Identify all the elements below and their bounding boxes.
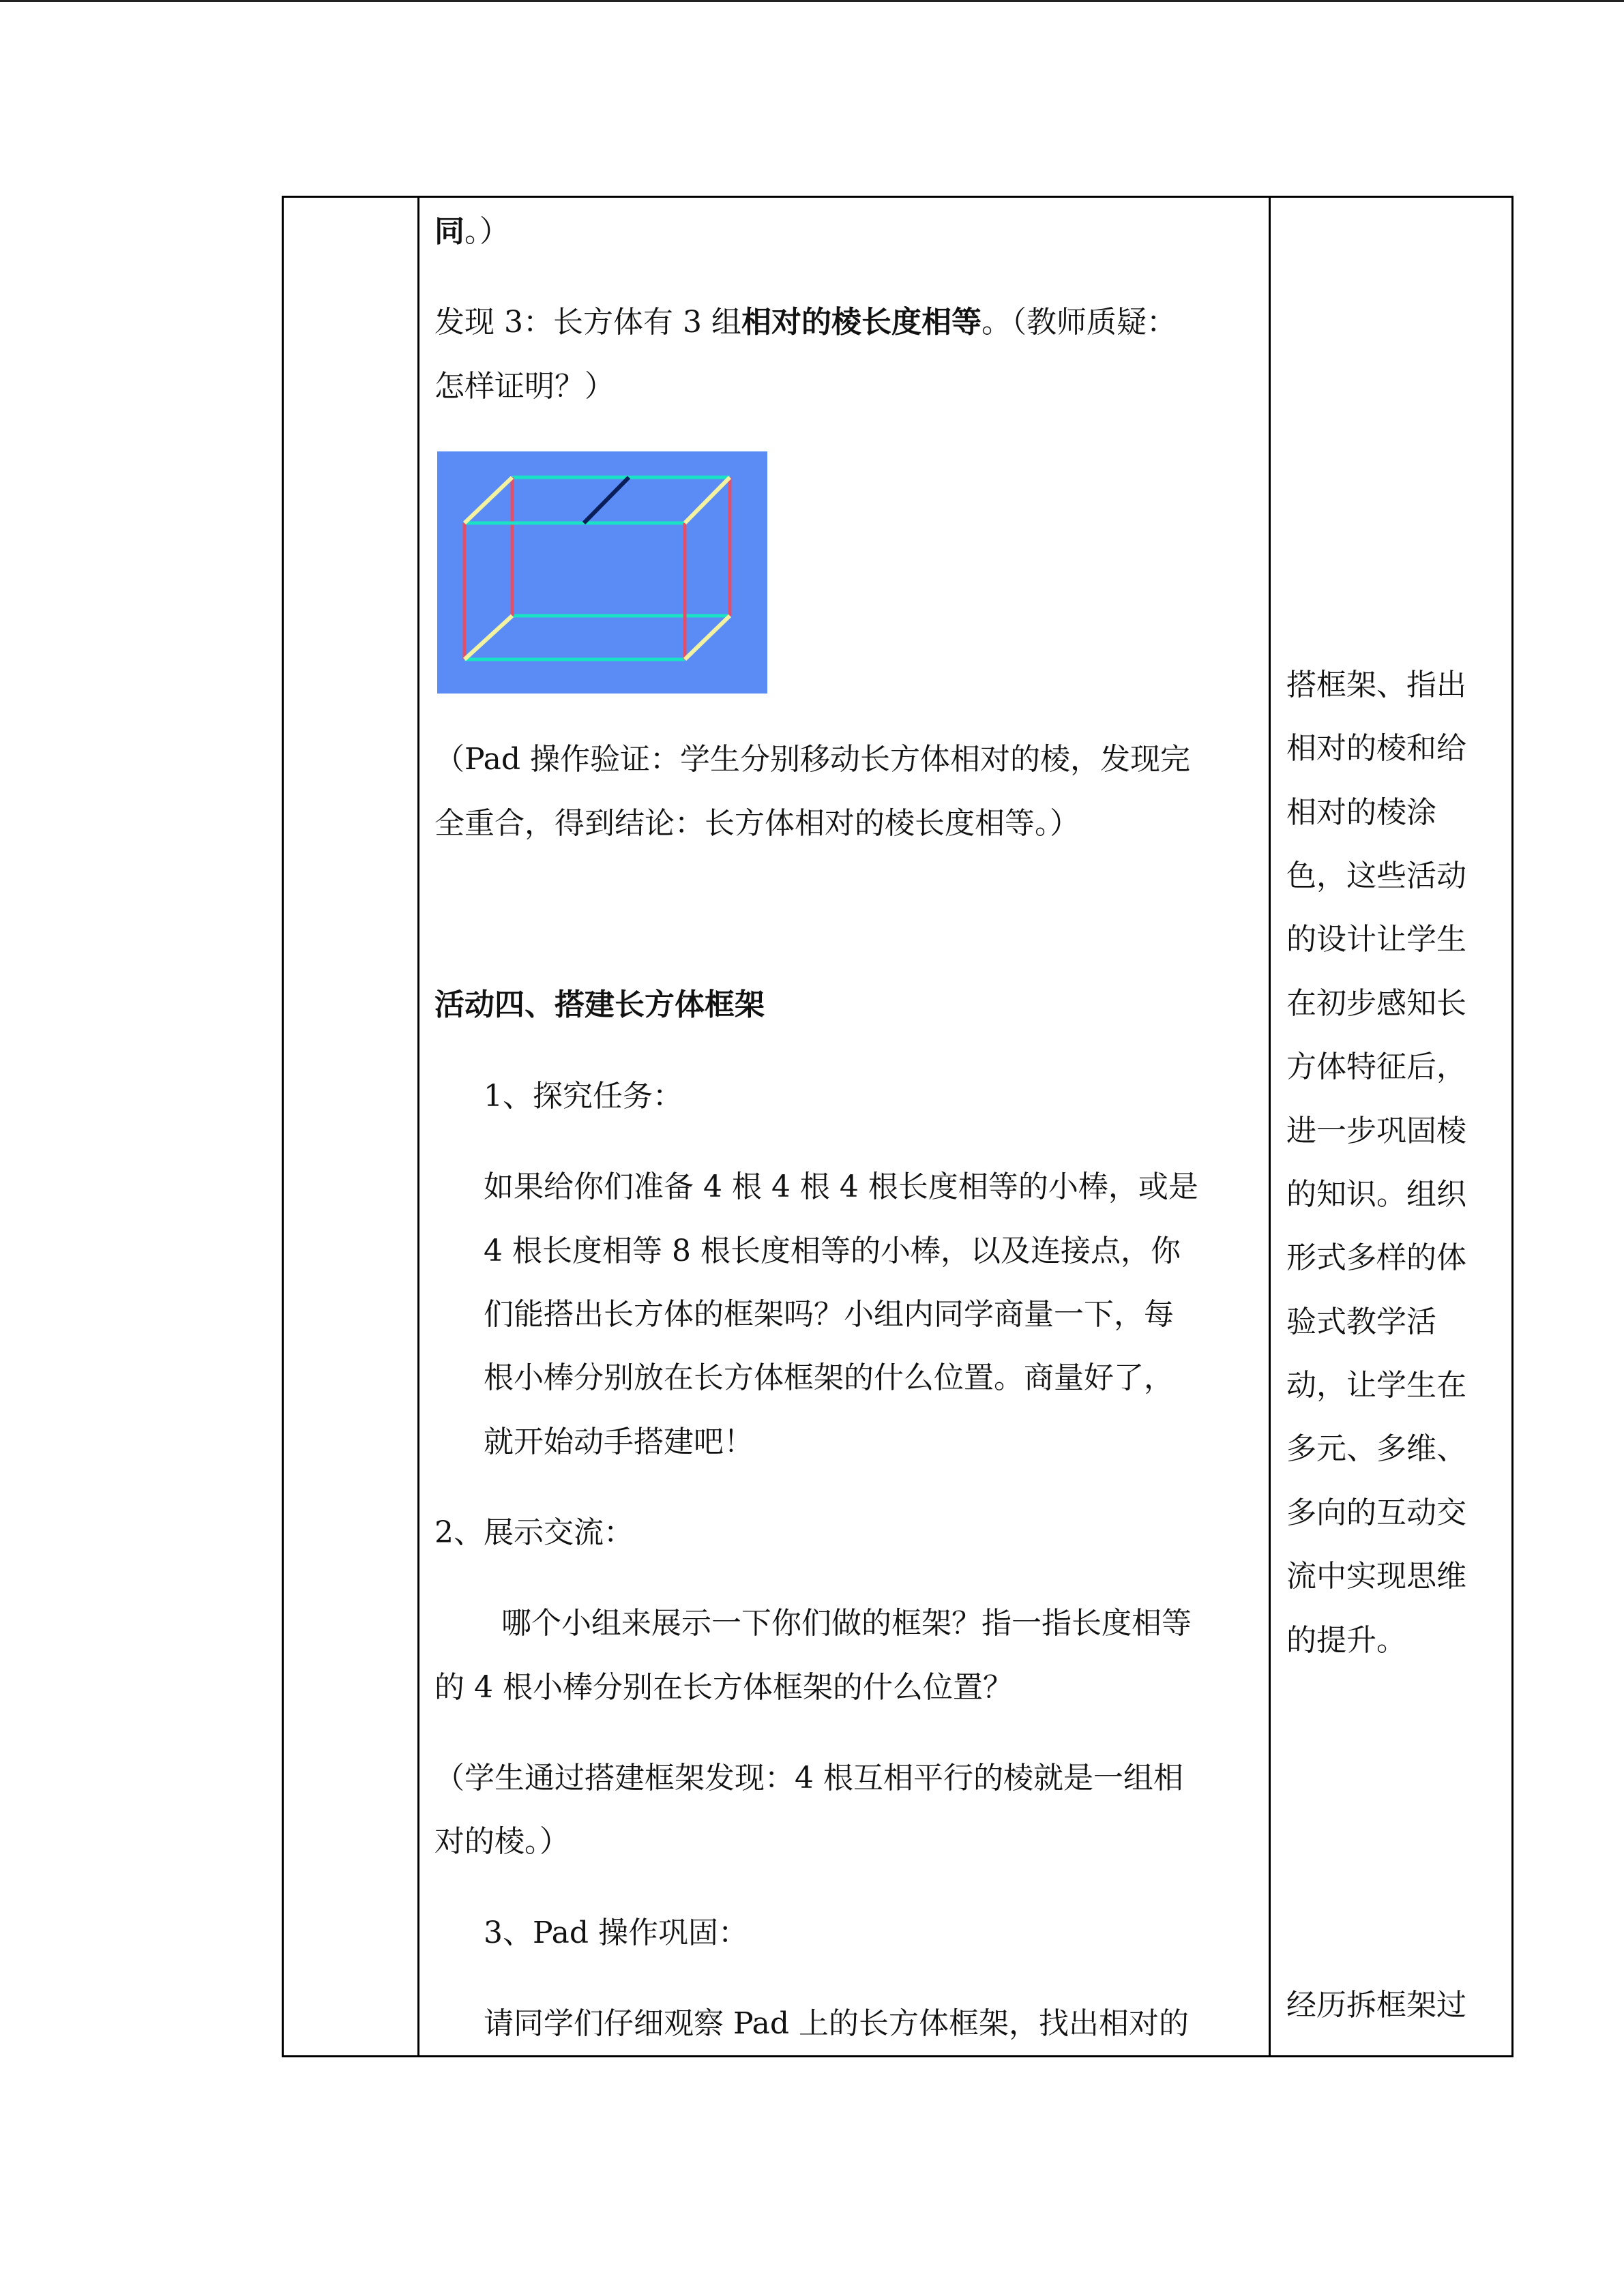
cuboid-frame-figure <box>437 451 767 694</box>
discover-line-2: 对的棱。） <box>434 1824 570 1859</box>
remark-line-7: 方体特征后， <box>1286 1049 1466 1084</box>
remark-line-6: 在初步感知长 <box>1286 986 1466 1021</box>
table-divider-1 <box>417 196 419 2057</box>
remark-line-14: 多向的互动交 <box>1286 1495 1466 1530</box>
remark-line-16: 的提升。 <box>1286 1623 1406 1658</box>
pad-verify-line-2: 全重合，得到结论：长方体相对的棱长度相等。） <box>434 806 1080 841</box>
table-divider-2 <box>1269 196 1271 2057</box>
show-line-2: 的 4 根小棒分别在长方体框架的什么位置？ <box>434 1670 1013 1705</box>
remark-line-3: 相对的棱涂 <box>1286 795 1436 830</box>
task-line-1: 如果给你们准备 4 根 4 根 4 根长度相等的小棒，或是 <box>484 1169 1198 1204</box>
continued-rest-text: 。） <box>464 214 510 249</box>
show-line-1: 哪个小组来展示一下你们做的框架？指一指长度相等 <box>501 1606 1192 1641</box>
remark-line-4: 色，这些活动 <box>1286 859 1466 893</box>
remark-line-13: 多元、多维、 <box>1286 1431 1466 1466</box>
task-line-5: 就开始动手搭建吧！ <box>484 1425 754 1459</box>
continued-bold-text: 同 <box>434 214 464 249</box>
discovery-3-line-1 <box>434 302 1177 343</box>
remark-line-11: 验式教学活 <box>1286 1304 1436 1339</box>
continued-sentence <box>434 211 510 252</box>
discovery-3-prefix: 发现 3：长方体有 3 组 <box>434 305 741 340</box>
task-line-3: 们能搭出长方体的框架吗？小组内同学商量一下，每 <box>484 1297 1174 1332</box>
task-heading: 1、探究任务： <box>484 1079 683 1114</box>
table-border-top <box>282 196 1514 198</box>
discovery-3-emphasis: 相对的棱长度相等 <box>741 305 981 340</box>
table-border-bottom <box>282 2055 1514 2057</box>
activity-4-heading: 活动四、搭建长方体框架 <box>434 987 765 1022</box>
remark-line-1: 搭框架、指出 <box>1286 668 1466 702</box>
task-line-4: 根小棒分别放在长方体框架的什么位置。商量好了， <box>484 1360 1174 1395</box>
consolidate-heading: 3、Pad 操作巩固： <box>484 1915 749 1950</box>
discovery-3-line-2: 怎样证明？） <box>434 369 615 404</box>
remark-line-9: 的知识。组织 <box>1286 1177 1466 1212</box>
discover-line-1: （学生通过搭建框架发现：4 根互相平行的棱就是一组相 <box>434 1761 1183 1795</box>
remark-line-2: 相对的棱和给 <box>1286 731 1466 766</box>
pad-verify-line-1: （Pad 操作验证：学生分别移动长方体相对的棱，发现完 <box>434 742 1191 777</box>
remark-line-15: 流中实现思维 <box>1286 1559 1466 1594</box>
show-heading: 2、展示交流： <box>434 1515 634 1550</box>
remark-line-8: 进一步巩固棱 <box>1286 1114 1466 1148</box>
remark-line-12: 动，让学生在 <box>1286 1368 1466 1403</box>
remark-line-5: 的设计让学生 <box>1286 922 1466 957</box>
table-border-left <box>282 196 284 2057</box>
remark-bottom: 经历拆框架过 <box>1286 1988 1466 2023</box>
page-top-edge <box>0 0 1624 2</box>
remark-line-10: 形式多样的体 <box>1286 1240 1466 1275</box>
discovery-3-suffix: 。（教师质疑： <box>981 305 1177 340</box>
table-border-right <box>1511 196 1514 2057</box>
consolidate-line-1: 请同学们仔细观察 Pad 上的长方体框架，找出相对的 <box>484 2006 1189 2041</box>
task-line-2: 4 根长度相等 8 根长度相等的小棒，以及连接点，你 <box>484 1234 1181 1268</box>
